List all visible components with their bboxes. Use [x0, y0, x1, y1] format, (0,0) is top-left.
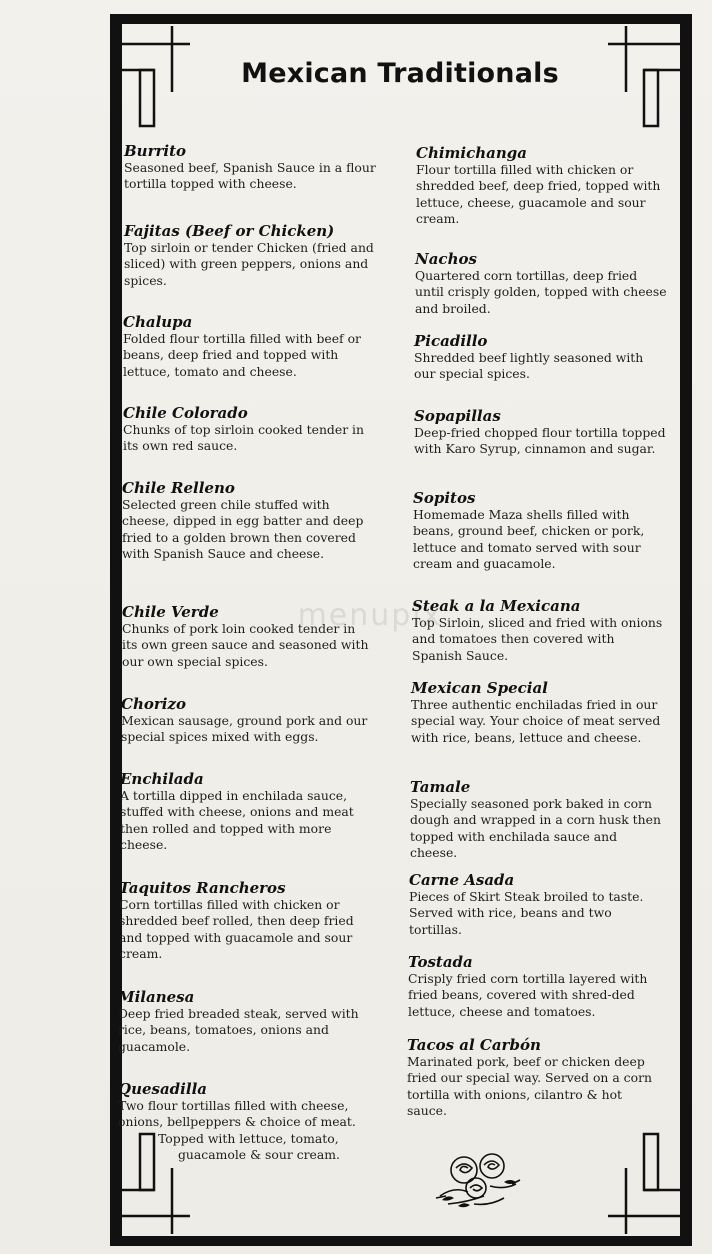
item-name: Chimichanga	[416, 144, 527, 162]
item-description: Crisply fried corn tortilla layered with fried beans, covered with shred-ded lettuce, cheese and tomatoes.	[408, 971, 648, 1019]
item-name: Chalupa	[123, 313, 193, 331]
menu-item-nachos	[415, 250, 667, 317]
item-name: Milanesa	[118, 988, 195, 1006]
corner-ornament-icon	[118, 22, 198, 132]
item-name: Enchilada	[120, 770, 204, 788]
menu-item-taquitos-rancheros	[119, 879, 371, 963]
menu-item-fajitas	[124, 222, 376, 289]
menu-item-milanesa	[118, 988, 370, 1055]
item-description: Pieces of Skirt Steak broiled to taste. Served with rice, beans and two tortillas.	[409, 889, 644, 937]
item-name: Taquitos Rancheros	[119, 879, 286, 897]
menu-item-sopitos	[413, 489, 665, 573]
item-name: Tostada	[408, 953, 473, 971]
item-description: Corn tortillas filled with chicken or shredded beef rolled, then deep fried and topped with guacamole and sour cream.	[119, 897, 354, 962]
menu-item-chimichanga	[416, 144, 668, 228]
item-description: Chunks of top sirloin cooked tender in its own red sauce.	[123, 422, 365, 454]
item-description: A tortilla dipped in enchilada sauce, stuffed with cheese, onions and meat then rolled and topped with more cheese.	[120, 788, 354, 853]
menu-item-chalupa	[123, 313, 375, 380]
page-title: Mexican Traditionals	[241, 58, 559, 89]
item-name: Sopapillas	[414, 407, 501, 425]
rose-icon	[428, 1148, 524, 1212]
menu-item-steak-a-la-mexicana	[412, 597, 664, 664]
menu-item-sopapillas	[414, 407, 666, 458]
item-description: Specially seasoned pork baked in corn dough and wrapped in a corn husk then topped with enchilada sauce and cheese.	[410, 796, 661, 861]
menu-item-picadillo	[414, 332, 666, 383]
item-name: Picadillo	[414, 332, 488, 350]
item-description: Deep fried breaded steak, served with rice, beans, tomatoes, onions and guacamole.	[118, 1006, 359, 1054]
item-description: Shredded beef lightly seasoned with our special spices.	[414, 350, 644, 382]
item-name: Sopitos	[413, 489, 476, 507]
item-name: Tamale	[410, 778, 471, 796]
item-description: Selected green chile stuffed with cheese, dipped in egg batter and deep fried to a golden brown then covered with Spanish Sauce and cheese.	[122, 497, 364, 562]
item-name: Chorizo	[121, 695, 186, 713]
item-description: Seasoned beef, Spanish Sauce in a flour tortilla topped with cheese.	[124, 160, 376, 192]
menu-item-carne-asada	[409, 871, 661, 938]
item-description	[118, 1098, 388, 1164]
item-description: Quartered corn tortillas, deep fried until crisply golden, topped with cheese and broiled.	[415, 268, 667, 316]
item-name: Chile Colorado	[123, 404, 248, 422]
menu-item-chile-relleno	[122, 479, 374, 563]
item-name: Chile Verde	[122, 603, 219, 621]
menu-item-chile-colorado	[123, 404, 375, 455]
corner-ornament-icon	[598, 1128, 686, 1238]
item-name: Fajitas (Beef or Chicken)	[124, 222, 335, 240]
menu-item-tostada	[408, 953, 660, 1020]
item-description: Marinated pork, beef or chicken deep fried our special way. Served on a corn tortilla with onions, cilantro & hot sauce.	[407, 1054, 652, 1119]
menu-item-mexican-special	[411, 679, 663, 746]
item-description: Top Sirloin, sliced and fried with onions and tomatoes then covered with Spanish Sauce.	[412, 615, 663, 663]
item-description: Homemade Maza shells filled with beans, ground beef, chicken or pork, lettuce and tomato served with sour cream and guacamole.	[413, 507, 645, 572]
item-description-line: onions, bellpeppers & choice of meat.	[118, 1114, 356, 1130]
item-description: Chunks of pork loin cooked tender in its own green sauce and seasoned with our own special spices.	[122, 621, 369, 669]
item-name: Steak a la Mexicana	[412, 597, 581, 615]
item-name: Tacos al Carbón	[407, 1036, 541, 1054]
item-name: Nachos	[415, 250, 477, 268]
item-name: Quesadilla	[118, 1080, 207, 1098]
item-description: Deep-fried chopped flour tortilla topped with Karo Syrup, cinnamon and sugar.	[414, 425, 666, 457]
item-description: Top sirloin or tender Chicken (fried and sliced) with green peppers, onions and spices.	[124, 240, 374, 288]
item-name: Mexican Special	[411, 679, 548, 697]
menu-item-tamale	[410, 778, 662, 862]
item-description-line: Two flour tortillas filled with cheese,	[118, 1098, 349, 1113]
item-description-line: guacamole & sour cream.	[178, 1147, 340, 1163]
watermark: menupix	[297, 598, 443, 633]
corner-ornament-icon	[598, 22, 686, 132]
item-name: Burrito	[124, 142, 187, 160]
menu-item-chorizo	[121, 695, 373, 746]
item-name: Carne Asada	[409, 871, 515, 889]
item-description: Folded flour tortilla filled with beef or beans, deep fried and topped with lettuce, tomato and cheese.	[123, 331, 361, 379]
item-name: Chile Relleno	[122, 479, 235, 497]
item-description-line: Topped with lettuce, tomato,	[158, 1130, 339, 1146]
menu-item-chile-verde	[122, 603, 374, 670]
item-description: Three authentic enchiladas fried in our special way. Your choice of meat served with rice, beans, lettuce and cheese.	[411, 697, 661, 745]
menu-item-quesadilla	[118, 1080, 388, 1164]
menu-item-burrito	[124, 142, 376, 193]
menu-item-enchilada	[120, 770, 372, 854]
item-description: Mexican sausage, ground pork and our special spices mixed with eggs.	[121, 713, 368, 745]
item-description: Flour tortilla filled with chicken or shredded beef, deep fried, topped with lettuce, cheese, guacamole and sour cream.	[416, 162, 661, 227]
menu-item-tacos-al-carbon	[407, 1036, 659, 1120]
